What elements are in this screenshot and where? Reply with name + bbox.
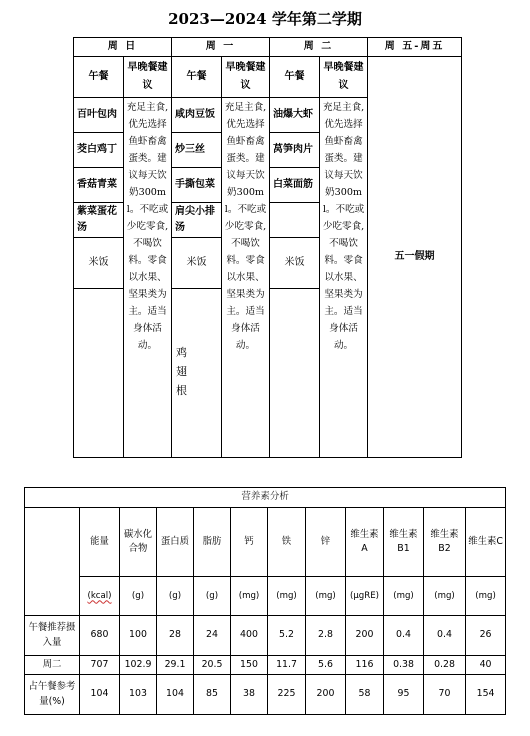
- nutrient-header: 维生素B2: [424, 508, 466, 577]
- dish: 炒三丝: [172, 132, 222, 167]
- value-cell: 29.1: [157, 656, 194, 675]
- lunch-header: 午餐: [270, 56, 320, 97]
- value-cell: 680: [80, 616, 120, 656]
- day-header-tuesday: 周 二: [270, 38, 368, 57]
- staple-food: 米饭: [74, 237, 124, 288]
- value-cell: 102.9: [120, 656, 157, 675]
- value-cell: 225: [268, 675, 306, 715]
- nutrition-caption: 营养素分析: [25, 488, 506, 508]
- value-cell: 707: [80, 656, 120, 675]
- value-cell: 5.6: [306, 656, 346, 675]
- value-cell: 0.28: [424, 656, 466, 675]
- unit-label: (g): [194, 577, 231, 616]
- value-cell: 95: [384, 675, 424, 715]
- value-cell: 28: [157, 616, 194, 656]
- value-cell: 58: [346, 675, 384, 715]
- unit-label: (μgRE): [346, 577, 384, 616]
- value-cell: 103: [120, 675, 157, 715]
- day-header-holiday: 周 五-周五: [368, 38, 462, 57]
- nutrient-header: 碳水化合物: [120, 508, 157, 577]
- advice-text: 充足主食,优先选择鱼虾畜禽蛋类。建议每天饮奶300ml。不吃或少吃零食,不喝饮料。零食以水果、坚果类为主。适当身体活动。: [320, 97, 368, 457]
- nutrient-header: 锌: [306, 508, 346, 577]
- dish: 咸肉豆饭: [172, 97, 222, 132]
- nutrient-header: 维生素A: [346, 508, 384, 577]
- value-cell: 104: [157, 675, 194, 715]
- dish: 油爆大虾: [270, 97, 320, 132]
- holiday-cell: 五一假期: [368, 56, 462, 457]
- unit-label: (mg): [424, 577, 466, 616]
- advice-text: 充足主食,优先选择鱼虾畜禽蛋类。建议每天饮奶300ml。不吃或少吃零食,不喝饮料。零食以水果、坚果类为主。适当身体活动。: [124, 97, 172, 457]
- value-cell: 150: [231, 656, 268, 675]
- lunch-header: 午餐: [74, 56, 124, 97]
- value-cell: 400: [231, 616, 268, 656]
- value-cell: 5.2: [268, 616, 306, 656]
- page-title: 2023—2024 学年第二学期: [168, 10, 362, 28]
- row-label: 周二: [25, 656, 80, 675]
- nutrient-header: 维生素B1: [384, 508, 424, 577]
- empty-cell: [74, 288, 124, 457]
- nutrient-header: 能量: [80, 508, 120, 577]
- value-cell: 154: [466, 675, 506, 715]
- value-cell: 85: [194, 675, 231, 715]
- empty-cell: [270, 202, 320, 237]
- extra-dish: 鸡 翅 根: [172, 288, 222, 457]
- unit-label: (kcal): [80, 577, 120, 616]
- value-cell: 0.4: [384, 616, 424, 656]
- value-cell: 20.5: [194, 656, 231, 675]
- value-cell: 116: [346, 656, 384, 675]
- value-cell: 104: [80, 675, 120, 715]
- staple-food: 米饭: [172, 237, 222, 288]
- dish: 香菇青菜: [74, 167, 124, 202]
- unit-label: (mg): [466, 577, 506, 616]
- nutrient-header: 铁: [268, 508, 306, 577]
- lunch-header: 午餐: [172, 56, 222, 97]
- value-cell: 24: [194, 616, 231, 656]
- value-cell: 0.38: [384, 656, 424, 675]
- unit-label: (mg): [231, 577, 268, 616]
- dish: 肩尖小排汤: [172, 202, 222, 237]
- unit-label: (g): [157, 577, 194, 616]
- unit-label: (mg): [268, 577, 306, 616]
- dish: 百叶包肉: [74, 97, 124, 132]
- nutrient-header: 维生素C: [466, 508, 506, 577]
- nutrient-header: 蛋白质: [157, 508, 194, 577]
- value-cell: 2.8: [306, 616, 346, 656]
- advice-header: 早晚餐建议: [320, 56, 368, 97]
- nutrient-header: 脂肪: [194, 508, 231, 577]
- dish: 莴笋肉片: [270, 132, 320, 167]
- row-label: 占午餐参考量(%): [25, 675, 80, 715]
- day-header-monday: 周 一: [172, 38, 270, 57]
- dish: 紫菜蛋花汤: [74, 202, 124, 237]
- dish: 茭白鸡丁: [74, 132, 124, 167]
- value-cell: 100: [120, 616, 157, 656]
- row-label: 午餐推荐摄入量: [25, 616, 80, 656]
- value-cell: 26: [466, 616, 506, 656]
- value-cell: 38: [231, 675, 268, 715]
- dish: 白菜面筋: [270, 167, 320, 202]
- nutrient-header: 钙: [231, 508, 268, 577]
- value-cell: 70: [424, 675, 466, 715]
- value-cell: 0.4: [424, 616, 466, 656]
- unit-label: (mg): [384, 577, 424, 616]
- value-cell: 11.7: [268, 656, 306, 675]
- value-cell: 40: [466, 656, 506, 675]
- advice-text: 充足主食,优先选择鱼虾畜禽蛋类。建议每天饮奶300ml。不吃或少吃零食,不喝饮料。零食以水果、坚果类为主。适当身体活动。: [222, 97, 270, 457]
- nutrition-table: [24, 487, 506, 715]
- advice-header: 早晚餐建议: [222, 56, 270, 97]
- blank-corner: [25, 508, 80, 616]
- dish: 手撕包菜: [172, 167, 222, 202]
- value-cell: 200: [306, 675, 346, 715]
- staple-food: 米饭: [270, 237, 320, 288]
- value-cell: 200: [346, 616, 384, 656]
- day-header-sunday: 周 日: [74, 38, 172, 57]
- weekly-menu-table: [73, 37, 462, 458]
- empty-cell: [270, 288, 320, 457]
- advice-header: 早晚餐建议: [124, 56, 172, 97]
- unit-label: (mg): [306, 577, 346, 616]
- unit-label: (g): [120, 577, 157, 616]
